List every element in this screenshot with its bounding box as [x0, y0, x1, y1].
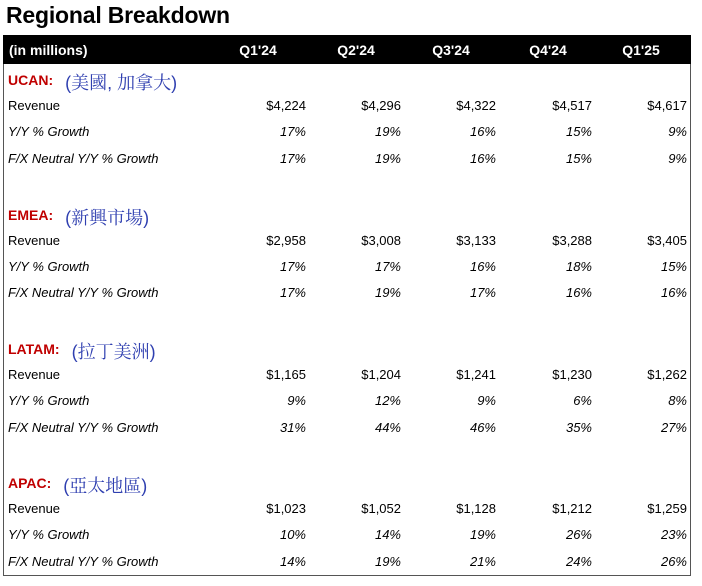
page-title: Regional Breakdown [6, 2, 230, 28]
region-name: EMEA: [8, 207, 54, 223]
header-quarter: Q4'24 [529, 42, 567, 58]
cell-value: $1,262 [647, 367, 687, 382]
cell-value: 19% [374, 124, 401, 139]
row-label: Y/Y % Growth [8, 124, 90, 139]
cell-value: 24% [565, 554, 592, 569]
cell-value: 14% [279, 554, 306, 569]
table-header [3, 35, 691, 64]
cell-value: $1,052 [361, 501, 401, 516]
cell-value: 19% [374, 151, 401, 166]
cell-value: 12% [374, 393, 401, 408]
row-label: F/X Neutral Y/Y % Growth [8, 420, 159, 435]
region-note: (拉丁美洲) [71, 342, 156, 362]
row-label: Revenue [8, 501, 61, 516]
cell-value: $2,958 [266, 233, 306, 248]
cell-value: 26% [565, 527, 592, 542]
cell-value: 44% [374, 420, 401, 435]
table-row [8, 420, 688, 438]
cell-value: 46% [469, 420, 496, 435]
cell-value: 23% [660, 527, 687, 542]
cell-value: $1,212 [552, 501, 592, 516]
cell-value: $3,288 [552, 233, 592, 248]
table-row [8, 285, 688, 303]
cell-value: 16% [565, 285, 592, 300]
cell-value: 26% [660, 554, 687, 569]
table-row [8, 393, 688, 411]
region-name: UCAN: [8, 72, 54, 88]
region-heading-latam [8, 341, 156, 364]
cell-value: $3,133 [456, 233, 496, 248]
cell-value: 21% [469, 554, 496, 569]
cell-value: 19% [374, 554, 401, 569]
header-quarter: Q2'24 [337, 42, 375, 58]
table-row [8, 527, 688, 545]
table-row [8, 367, 688, 385]
row-label: Revenue [8, 98, 61, 113]
cell-value: $1,204 [361, 367, 401, 382]
cell-value: 17% [469, 285, 496, 300]
cell-value: $1,023 [266, 501, 306, 516]
cell-value: 17% [279, 259, 306, 274]
region-heading-ucan [8, 72, 177, 95]
cell-value: $4,517 [552, 98, 592, 113]
cell-value: 17% [279, 151, 306, 166]
cell-value: 17% [374, 259, 401, 274]
table-row [8, 501, 688, 519]
cell-value: 15% [660, 259, 687, 274]
region-heading-emea [8, 207, 149, 230]
cell-value: 18% [565, 259, 592, 274]
region-note: (美國, 加拿大) [65, 73, 178, 93]
row-label: Revenue [8, 233, 61, 248]
row-label: F/X Neutral Y/Y % Growth [8, 285, 159, 300]
region-name: LATAM: [8, 341, 60, 357]
table-row [8, 233, 688, 251]
cell-value: $1,165 [266, 367, 306, 382]
cell-value: 16% [660, 285, 687, 300]
cell-value: 6% [573, 393, 592, 408]
cell-value: 19% [469, 527, 496, 542]
table-row [8, 124, 688, 142]
region-note: (亞太地區) [63, 476, 148, 496]
cell-value: 35% [565, 420, 592, 435]
cell-value: 8% [668, 393, 687, 408]
table-row [8, 554, 688, 572]
cell-value: $4,224 [266, 98, 306, 113]
cell-value: $4,322 [456, 98, 496, 113]
row-label: F/X Neutral Y/Y % Growth [8, 554, 159, 569]
cell-value: $4,296 [361, 98, 401, 113]
table-row [8, 151, 688, 169]
cell-value: 10% [279, 527, 306, 542]
cell-value: 9% [477, 393, 496, 408]
cell-value: 19% [374, 285, 401, 300]
cell-value: $1,128 [456, 501, 496, 516]
cell-value: 17% [279, 285, 306, 300]
header-quarter: Q1'25 [622, 42, 660, 58]
region-note: (新興市場) [65, 208, 150, 228]
cell-value: 17% [279, 124, 306, 139]
cell-value: 14% [374, 527, 401, 542]
header-quarter: Q1'24 [239, 42, 277, 58]
cell-value: 16% [469, 151, 496, 166]
header-quarter: Q3'24 [432, 42, 470, 58]
cell-value: 31% [279, 420, 306, 435]
region-name: APAC: [8, 475, 52, 491]
cell-value: 9% [668, 151, 687, 166]
cell-value: $4,617 [647, 98, 687, 113]
row-label: Y/Y % Growth [8, 393, 90, 408]
cell-value: 16% [469, 259, 496, 274]
cell-value: 15% [565, 124, 592, 139]
cell-value: $1,259 [647, 501, 687, 516]
cell-value: 9% [287, 393, 306, 408]
cell-value: 15% [565, 151, 592, 166]
row-label: F/X Neutral Y/Y % Growth [8, 151, 159, 166]
cell-value: $1,230 [552, 367, 592, 382]
table-row [8, 98, 688, 116]
region-heading-apac [8, 475, 147, 498]
cell-value: 16% [469, 124, 496, 139]
table-row [8, 259, 688, 277]
cell-value: $3,405 [647, 233, 687, 248]
cell-value: 27% [660, 420, 687, 435]
cell-value: $3,008 [361, 233, 401, 248]
row-label: Y/Y % Growth [8, 527, 90, 542]
row-label: Revenue [8, 367, 61, 382]
cell-value: 9% [668, 124, 687, 139]
row-label: Y/Y % Growth [8, 259, 90, 274]
cell-value: $1,241 [456, 367, 496, 382]
header-units-label: (in millions) [9, 42, 88, 58]
